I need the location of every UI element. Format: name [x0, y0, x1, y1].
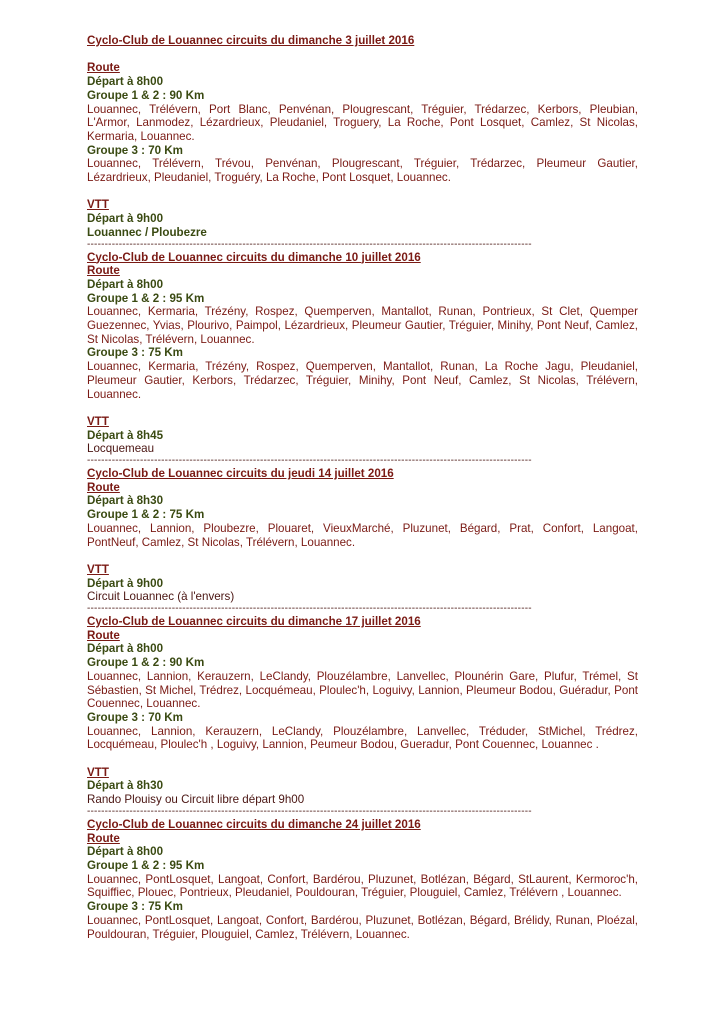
separator-line: ------------------------------------------------------------------------------------------------------------------------------ [87, 806, 532, 817]
vtt-heading: VTT [87, 198, 109, 212]
section-title: Cyclo-Club de Louannec circuits du jeudi 14 juillet 2016 [87, 467, 394, 481]
route-depart: Départ à 8h00 [87, 75, 164, 89]
section-3-juillet [87, 34, 638, 251]
group-route-text: Louannec, Kermaria, Trézény, Rospez, Quemperven, Mantallot, Runan, Pontrieux, St Clet, Quemper Guezennec, Yvias, Plourivo, Paimpol, Lézardrieux, Pleumeur Gautier, Tréguier, Minihy, Pont Neuf, Camlez, St Nicolas, Trélévern, Louannec. [87, 305, 638, 346]
separator-line: ------------------------------------------------------------------------------------------------------------------------------ [87, 239, 532, 250]
section-24-juillet [87, 818, 638, 941]
group-label: Groupe 1 & 2 : 95 Km [87, 291, 205, 305]
group-label: Groupe 1 & 2 : 95 Km [87, 859, 205, 872]
group-label: Groupe 3 : 75 Km [87, 900, 183, 914]
vtt-text: Circuit Louannec (à l'envers) [87, 590, 235, 604]
route-heading: Route [87, 628, 120, 642]
vtt-depart: Départ à 8h45 [87, 428, 164, 442]
group-route-text: Louannec, Lannion, Ploubezre, Plouaret, VieuxMarché, Pluzunet, Bégard, Prat, Confort, Langoat, PontNeuf, Camlez, St Nicolas, Trélévern, Louannec. [87, 521, 638, 549]
route-depart: Départ à 8h00 [87, 845, 164, 859]
section-title: Cyclo-Club de Louannec circuits du dimanche 17 juillet 2016 [87, 615, 421, 629]
vtt-text: Locquemeau [87, 442, 155, 456]
route-depart: Départ à 8h30 [87, 494, 164, 508]
group-label: Groupe 1 & 2 : 90 Km [87, 656, 205, 670]
section-17-juillet [87, 615, 638, 818]
section-10-juillet [87, 251, 638, 468]
route-depart: Départ à 8h00 [87, 277, 164, 291]
vtt-text: Rando Plouisy ou Circuit libre départ 9h00 [87, 793, 305, 807]
vtt-heading: VTT [87, 414, 109, 428]
route-heading: Route [87, 480, 120, 494]
route-heading: Route [87, 831, 120, 845]
group-label: Groupe 3 : 75 Km [87, 346, 183, 360]
section-title: Cyclo-Club de Louannec circuits du dimanche 10 juillet 2016 [87, 250, 421, 264]
group-label: Groupe 3 : 70 Km [87, 710, 183, 724]
group-route-text: Louannec, Trélévern, Trévou, Penvénan, Plougrescant, Tréguier, Trédarzec, Pleumeur Gautier, Lézardrieux, Pleudaniel, Troguéry, La Roche, Pont Losquet, Louannec. [87, 157, 638, 185]
group-route-text: Louannec, PontLosquet, Langoat, Confort, Bardérou, Pluzunet, Botlézan, Bégard, Brélidy, Runan, Ploézal, Pouldouran, Tréguier, Plouguiel, Camlez, Trélévern, Louannec. [87, 913, 638, 941]
route-depart: Départ à 8h00 [87, 642, 164, 656]
vtt-heading: VTT [87, 765, 109, 779]
section-title: Cyclo-Club de Louannec circuits du dimanche 3 juillet 2016 [87, 34, 415, 47]
group-route-text: Louannec, Lannion, Kerauzern, LeClandy, Plouzélambre, Lanvellec, Plounérin Gare, Plufur, Trémel, St Sébastien, St Michel, Trédrez, Locquémeau, Ploulec'h, Loguivy, Lannion, Pleumeur Bodou, Guéradur, Pont Couennec, Louannec. [87, 669, 638, 711]
vtt-depart: Départ à 9h00 [87, 576, 164, 590]
section-title: Cyclo-Club de Louannec circuits du dimanche 24 juillet 2016 [87, 817, 421, 831]
group-label: Groupe 1 & 2 : 90 Km [87, 88, 205, 102]
group-route-text: Louannec, Trélévern, Port Blanc, Penvénan, Plougrescant, Tréguier, Trédarzec, Kerbors, Pleubian, L'Armor, Lanmodez, Lézardrieux, Pleudaniel, Troguery, La Roche, Pont Losquet, Camlez, St Nicolas, Kermaria, Louannec. [87, 102, 638, 143]
separator-line: ------------------------------------------------------------------------------------------------------------------------------ [87, 604, 532, 615]
vtt-depart: Départ à 9h00 [87, 212, 164, 226]
group-label: Groupe 3 : 70 Km [87, 143, 183, 157]
group-route-text: Louannec, PontLosquet, Langoat, Confort, Bardérou, Pluzunet, Botlézan, Bégard, StLaurent, Kermoroc'h, Squiffiec, Plouec, Pontrieux, Pleudaniel, Pouldouran, Tréguier, Plouguiel, Camlez, Trélévern , Louannec. [87, 872, 638, 900]
group-label: Groupe 1 & 2 : 75 Km [87, 508, 205, 522]
route-heading: Route [87, 264, 120, 278]
document-page [87, 34, 638, 941]
section-14-juillet [87, 467, 638, 615]
route-heading: Route [87, 61, 120, 75]
group-route-text: Louannec, Kermaria, Trézény, Rospez, Quemperven, Mantallot, Runan, La Roche Jagu, Pleudaniel, Pleumeur Gautier, Kerbors, Trédarzec, Tréguier, Minihy, Pont Neuf, Camlez, St Nicolas, Trélévern, Louannec. [87, 360, 638, 401]
vtt-heading: VTT [87, 562, 109, 576]
vtt-text: Louannec / Ploubezre [87, 225, 207, 239]
group-route-text: Louannec, Lannion, Kerauzern, LeClandy, Plouzélambre, Lanvellec, Tréduder, StMichel, Trédrez, Locquémeau, Ploulec'h , Loguivy, Lannion, Peumeur Bodou, Gueradur, Pont Couennec, Louannec . [87, 724, 638, 752]
separator-line: ------------------------------------------------------------------------------------------------------------------------------ [87, 456, 532, 467]
vtt-depart: Départ à 8h30 [87, 779, 164, 793]
